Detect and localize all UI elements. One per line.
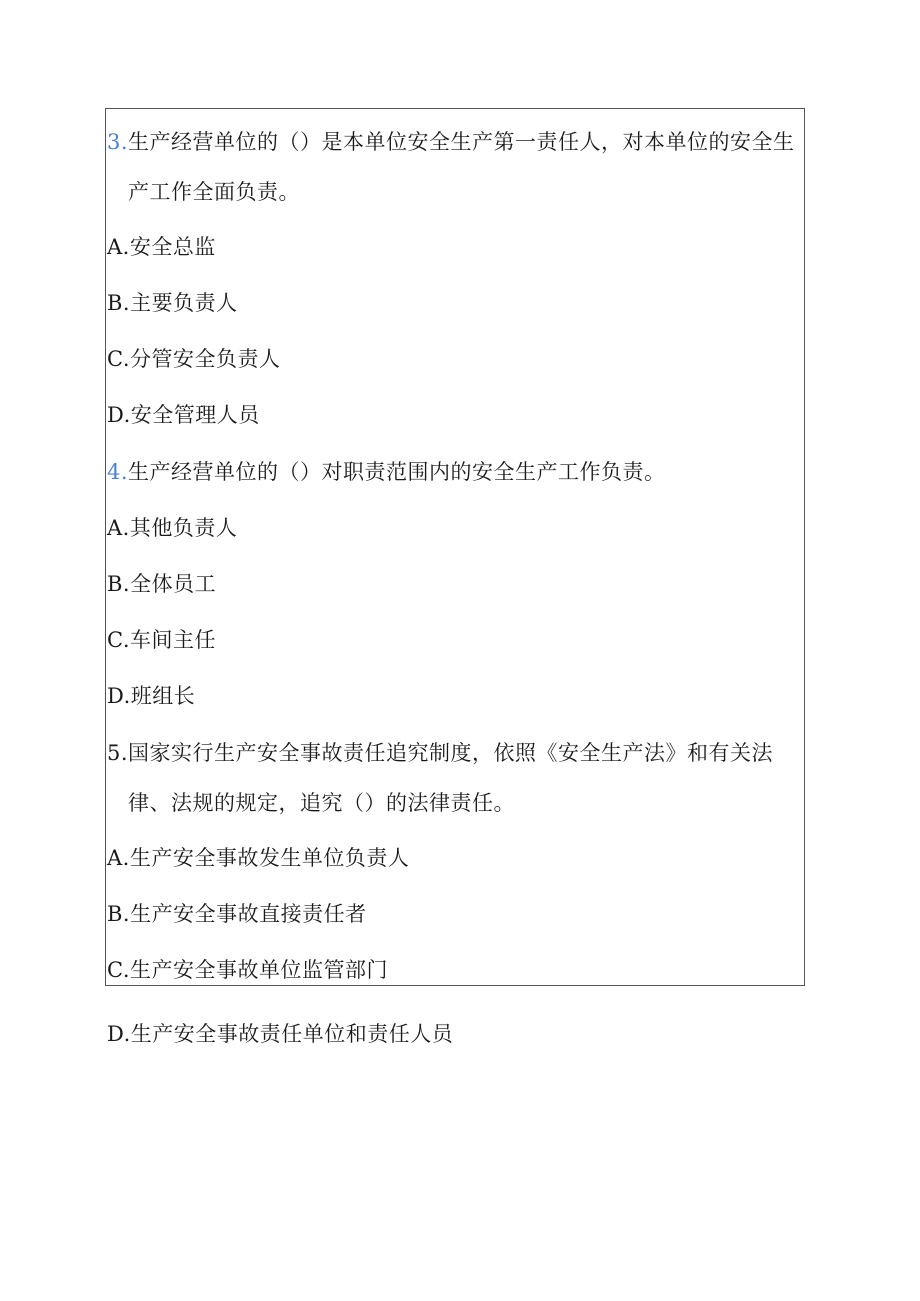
question-3-line-1 — [107, 128, 795, 156]
question-3-text-1: 生产经营单位的（）是本单位安全生产第一责任人，对本单位的安全生 — [128, 130, 795, 154]
question-3-number: 3. — [107, 130, 129, 154]
question-4-line-1 — [107, 458, 666, 486]
question-4-option-b: B.全体员工 — [107, 572, 217, 596]
question-5-number: 5. — [107, 741, 129, 765]
question-3-option-b: B.主要负责人 — [107, 291, 238, 315]
question-4-option-d: D.班组长 — [107, 684, 196, 708]
question-4-text-1: 生产经营单位的（）对职责范围内的安全生产工作负责。 — [128, 460, 666, 484]
question-5-line-1 — [107, 739, 773, 767]
question-5-line-2: 律、法规的规定，追究（）的法律责任。 — [128, 791, 515, 815]
question-5-option-d: D.生产安全事故责任单位和责任人员 — [107, 1022, 454, 1046]
question-4-option-c: C.车间主任 — [107, 628, 216, 652]
question-5-option-a: A.生产安全事故发生单位负责人 — [107, 846, 410, 870]
question-3-option-a: A.安全总监 — [107, 235, 216, 259]
question-4-number: 4. — [107, 460, 129, 484]
question-5-text-1: 国家实行生产安全事故责任追究制度，依照《安全生产法》和有关法 — [128, 741, 774, 765]
question-3-option-d: D.安全管理人员 — [107, 403, 260, 427]
question-4-option-a: A.其他负责人 — [107, 516, 238, 540]
question-5-option-c: C.生产安全事故单位监管部门 — [107, 958, 388, 982]
question-5-option-b: B.生产安全事故直接责任者 — [107, 902, 367, 926]
question-3-line-2: 产工作全面负责。 — [128, 180, 300, 204]
question-3-option-c: C.分管安全负责人 — [107, 347, 281, 371]
